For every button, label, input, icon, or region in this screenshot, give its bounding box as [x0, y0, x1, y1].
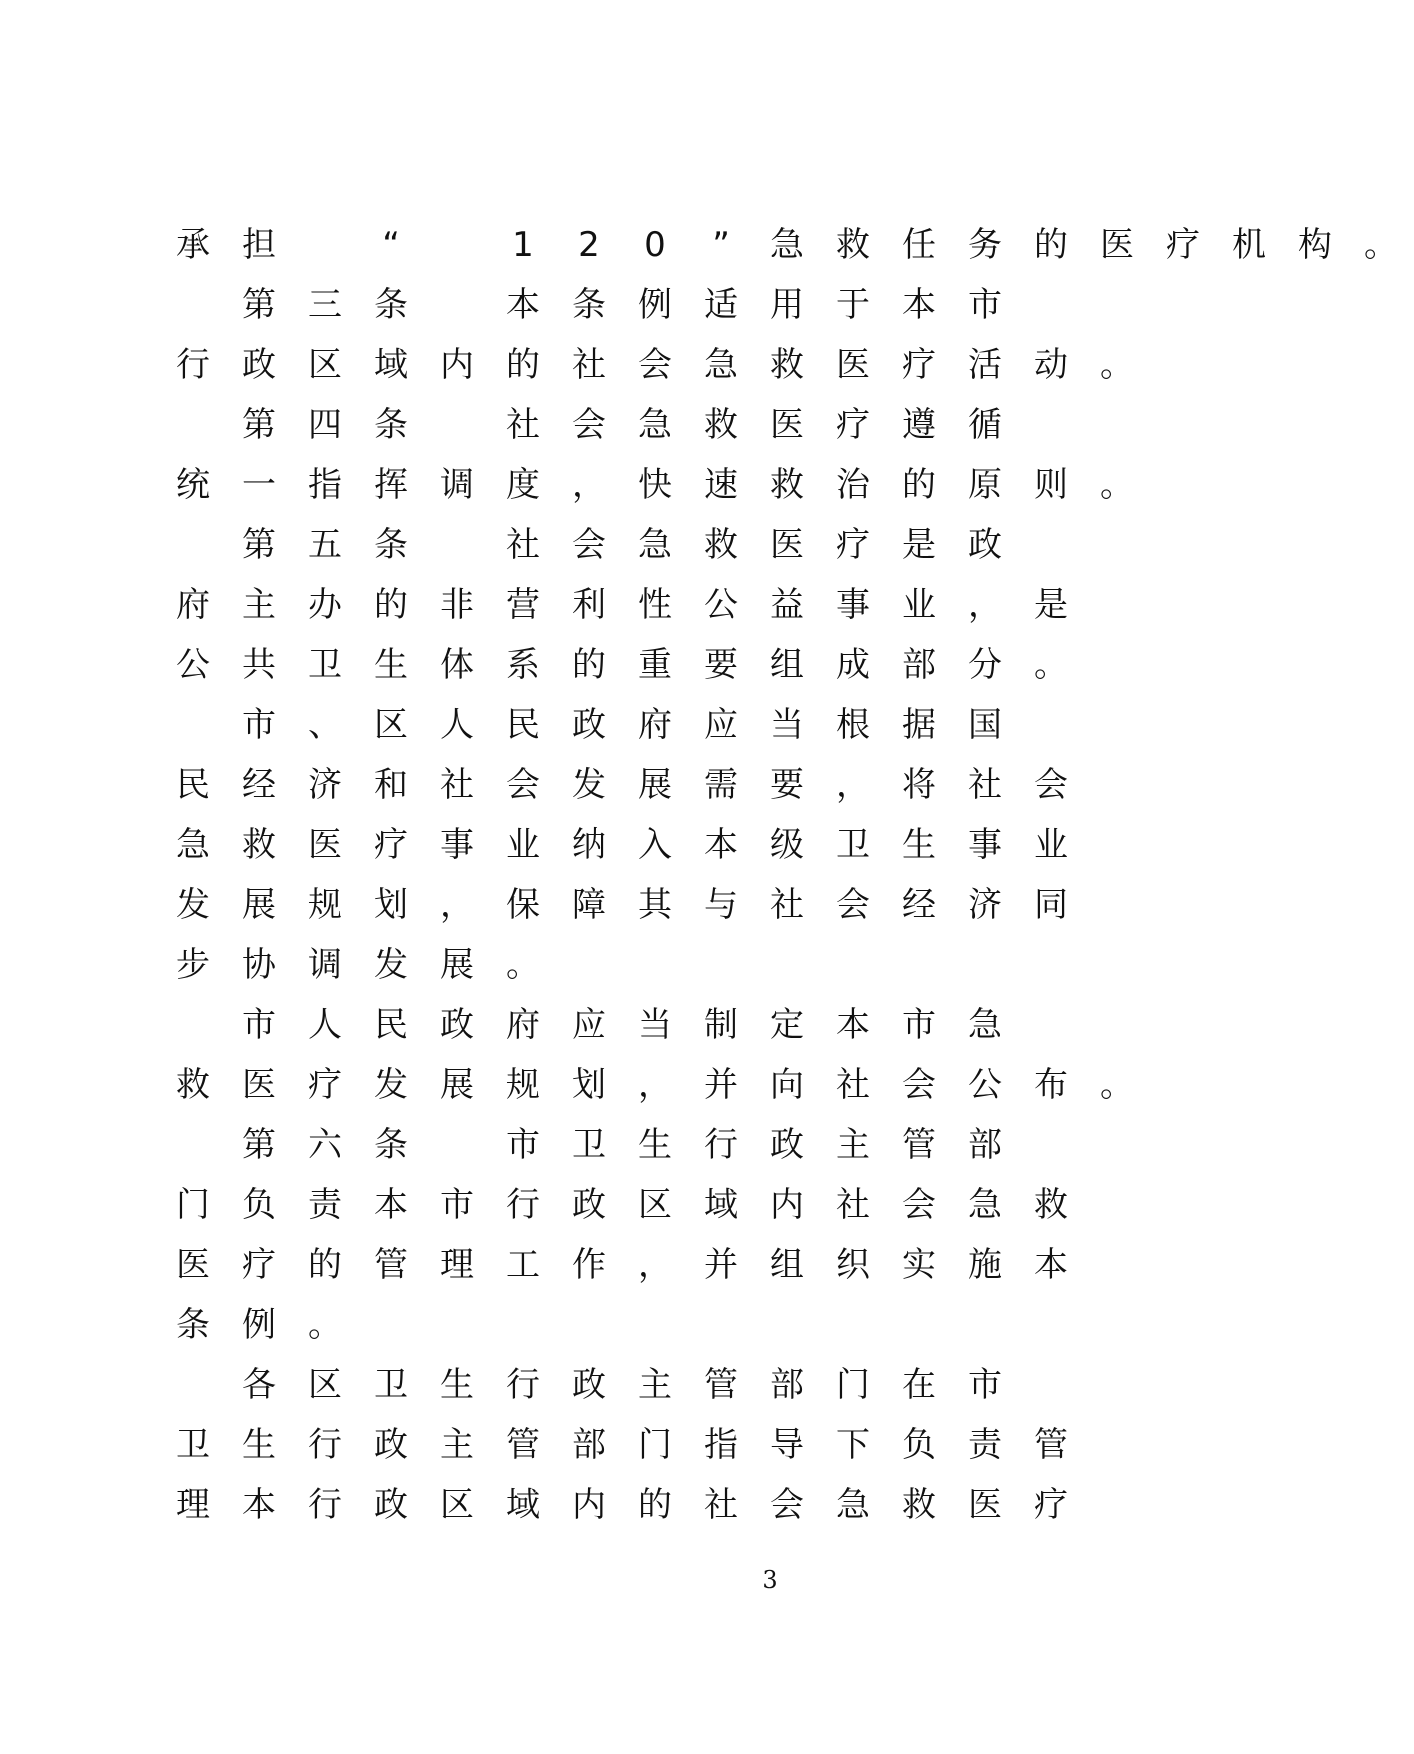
text-char: 门: [836, 1365, 870, 1405]
text-char: 政: [572, 1185, 606, 1225]
text-char: 政: [242, 345, 276, 385]
text-char: 分: [968, 645, 1002, 685]
text-char: 部: [902, 645, 936, 685]
text-char: 责: [968, 1425, 1002, 1465]
text-char: 民: [506, 705, 540, 745]
text-char: 理: [176, 1485, 210, 1525]
text-char: 在: [902, 1365, 936, 1405]
text-char: 一: [242, 465, 276, 505]
text-char: 主: [440, 1425, 474, 1465]
text-char: 卫: [308, 645, 342, 685]
text-char: 原: [968, 465, 1002, 505]
text-char: 管: [1034, 1425, 1068, 1465]
text-char: 根: [836, 705, 870, 745]
text-char: 医: [968, 1485, 1002, 1525]
text-char: 本: [242, 1485, 276, 1525]
text-char: 办: [308, 585, 342, 625]
text-char: 障: [572, 885, 606, 925]
text-char: 会: [506, 765, 540, 805]
text-char: 政: [440, 1005, 474, 1045]
text-char: 疗: [242, 1245, 276, 1285]
text-char: 疗: [308, 1065, 342, 1105]
text-char: 划: [374, 885, 408, 925]
text-char: 并: [704, 1245, 738, 1285]
text-char: 社: [836, 1065, 870, 1105]
text-char: 非: [440, 585, 474, 625]
text-char: 施: [968, 1245, 1002, 1285]
text-char: 成: [836, 645, 870, 685]
text-char: 级: [770, 825, 804, 865]
text-char: 。: [1034, 645, 1068, 685]
text-char: 市: [968, 285, 1002, 325]
text-char: 主: [836, 1125, 870, 1165]
text-char: 疗: [902, 345, 936, 385]
text-char: 疗: [374, 825, 408, 865]
text-char: 内: [440, 345, 474, 385]
text-char: 政: [572, 1365, 606, 1405]
text-char: 社: [506, 525, 540, 565]
text-char: 调: [308, 945, 342, 985]
text-char: 公: [176, 645, 210, 685]
text-char: 医: [836, 345, 870, 385]
text-char: 六: [308, 1125, 342, 1165]
text-char: 实: [902, 1245, 936, 1285]
text-char: 会: [770, 1485, 804, 1525]
text-char: “: [382, 225, 400, 265]
text-char: 本: [836, 1005, 870, 1045]
text-char: 度: [506, 465, 540, 505]
text-char: 纳: [572, 825, 606, 865]
text-char: 责: [308, 1185, 342, 1225]
text-char: 急: [638, 405, 672, 445]
text-char: 。: [308, 1305, 342, 1345]
text-char: 医: [308, 825, 342, 865]
text-char: 于: [836, 285, 870, 325]
text-char: 门: [638, 1425, 672, 1465]
text-char: 本: [374, 1185, 408, 1225]
text-char: 织: [836, 1245, 870, 1285]
text-char: 本: [1034, 1245, 1068, 1285]
text-char: 要: [770, 765, 804, 805]
text-char: 部: [968, 1125, 1002, 1165]
text-char: 展: [440, 945, 474, 985]
text-char: 行: [704, 1125, 738, 1165]
text-char: 第: [242, 525, 276, 565]
text-char: ，: [638, 1065, 672, 1105]
text-char: 业: [902, 585, 936, 625]
text-char: 生: [902, 825, 936, 865]
text-char: 卫: [836, 825, 870, 865]
text-char: 应: [704, 705, 738, 745]
text-char: 会: [902, 1185, 936, 1225]
text-char: ”: [712, 225, 730, 265]
text-char: 担: [242, 225, 276, 265]
text-char: 本: [902, 285, 936, 325]
text-char: 急: [176, 825, 210, 865]
text-char: 管: [902, 1125, 936, 1165]
text-char: 展: [440, 1065, 474, 1105]
text-char: 挥: [374, 465, 408, 505]
text-char: 用: [770, 285, 804, 325]
text-char: 重: [638, 645, 672, 685]
text-char: 四: [308, 405, 342, 445]
text-char: 卫: [572, 1125, 606, 1165]
text-char: 国: [968, 705, 1002, 745]
text-char: 本: [704, 825, 738, 865]
text-char: 的: [638, 1485, 672, 1525]
text-char: 事: [440, 825, 474, 865]
text-char: 行: [506, 1365, 540, 1405]
text-char: 管: [374, 1245, 408, 1285]
text-char: 疗: [836, 525, 870, 565]
text-char: 机: [1232, 225, 1266, 265]
text-char: 人: [440, 705, 474, 745]
text-char: 发: [176, 885, 210, 925]
text-char: 会: [902, 1065, 936, 1105]
text-char: 各: [242, 1365, 276, 1405]
text-char: 。: [1100, 465, 1134, 505]
text-char: 调: [440, 465, 474, 505]
text-char: 政: [374, 1485, 408, 1525]
text-char: 市: [242, 705, 276, 745]
text-char: 会: [572, 525, 606, 565]
text-char: 救: [704, 525, 738, 565]
text-char: 是: [902, 525, 936, 565]
text-char: 域: [374, 345, 408, 385]
text-char: 府: [176, 585, 210, 625]
text-char: 。: [1100, 345, 1134, 385]
text-char: 区: [308, 345, 342, 385]
text-char: 救: [704, 405, 738, 445]
text-char: 急: [968, 1005, 1002, 1045]
text-char: 业: [506, 825, 540, 865]
text-char: 救: [836, 225, 870, 265]
text-char: 理: [440, 1245, 474, 1285]
text-char: 。: [1364, 225, 1398, 265]
text-char: 社: [704, 1485, 738, 1525]
text-char: 济: [968, 885, 1002, 925]
text-char: 行: [506, 1185, 540, 1225]
text-char: 发: [374, 1065, 408, 1105]
text-char: 会: [1034, 765, 1068, 805]
text-char: 条: [374, 525, 408, 565]
text-char: 医: [770, 405, 804, 445]
text-char: 并: [704, 1065, 738, 1105]
text-char: 0: [644, 225, 666, 265]
text-char: 第: [242, 1125, 276, 1165]
text-char: 的: [308, 1245, 342, 1285]
text-char: 政: [572, 705, 606, 745]
text-char: 将: [902, 765, 936, 805]
text-char: 社: [440, 765, 474, 805]
text-char: 协: [242, 945, 276, 985]
text-char: 会: [638, 345, 672, 385]
text-char: 条: [374, 285, 408, 325]
text-char: 社: [770, 885, 804, 925]
text-char: 体: [440, 645, 474, 685]
text-char: 与: [704, 885, 738, 925]
text-char: 区: [638, 1185, 672, 1225]
text-char: 疗: [1166, 225, 1200, 265]
text-char: 系: [506, 645, 540, 685]
text-char: 急: [704, 345, 738, 385]
text-char: 的: [506, 345, 540, 385]
text-char: 第: [242, 285, 276, 325]
page-number: 3: [762, 1566, 778, 1594]
text-char: 务: [968, 225, 1002, 265]
text-char: 救: [902, 1485, 936, 1525]
text-char: 事: [836, 585, 870, 625]
text-char: 应: [572, 1005, 606, 1045]
text-char: 入: [638, 825, 672, 865]
text-char: 市: [506, 1125, 540, 1165]
text-char: 生: [638, 1125, 672, 1165]
text-char: 区: [308, 1365, 342, 1405]
text-char: 则: [1034, 465, 1068, 505]
text-char: 行: [176, 345, 210, 385]
text-char: 政: [968, 525, 1002, 565]
text-char: 救: [242, 825, 276, 865]
text-char: 医: [242, 1065, 276, 1105]
text-char: 。: [1100, 1065, 1134, 1105]
text-char: 当: [770, 705, 804, 745]
text-char: 统: [176, 465, 210, 505]
text-char: 济: [308, 765, 342, 805]
text-char: 的: [1034, 225, 1068, 265]
text-char: 医: [176, 1245, 210, 1285]
text-char: 组: [770, 1245, 804, 1285]
text-char: 部: [572, 1425, 606, 1465]
text-char: 急: [770, 225, 804, 265]
text-char: 制: [704, 1005, 738, 1045]
text-char: 人: [308, 1005, 342, 1045]
text-char: 、: [308, 705, 342, 745]
text-char: 市: [242, 1005, 276, 1045]
text-char: 发: [374, 945, 408, 985]
text-char: 府: [506, 1005, 540, 1045]
text-char: 社: [572, 345, 606, 385]
text-char: 五: [308, 525, 342, 565]
text-char: 承: [176, 225, 210, 265]
text-char: 救: [1034, 1185, 1068, 1225]
text-char: 卫: [176, 1425, 210, 1465]
text-char: ，: [836, 765, 870, 805]
text-char: 急: [836, 1485, 870, 1525]
text-char: 社: [968, 765, 1002, 805]
text-char: 利: [572, 585, 606, 625]
text-char: 指: [704, 1425, 738, 1465]
text-char: 据: [902, 705, 936, 745]
text-char: 。: [506, 945, 540, 985]
text-char: 2: [578, 225, 600, 265]
text-char: 动: [1034, 345, 1068, 385]
text-char: 行: [308, 1425, 342, 1465]
text-char: 当: [638, 1005, 672, 1045]
text-char: 任: [902, 225, 936, 265]
text-char: 会: [836, 885, 870, 925]
text-char: 民: [176, 765, 210, 805]
text-char: 规: [308, 885, 342, 925]
text-char: 事: [968, 825, 1002, 865]
text-char: 主: [638, 1365, 672, 1405]
text-char: 本: [506, 285, 540, 325]
text-char: 经: [242, 765, 276, 805]
text-char: 政: [374, 1425, 408, 1465]
text-char: 性: [638, 585, 672, 625]
text-char: 府: [638, 705, 672, 745]
text-char: 循: [968, 405, 1002, 445]
text-char: 同: [1034, 885, 1068, 925]
text-char: 其: [638, 885, 672, 925]
text-char: 域: [506, 1485, 540, 1525]
text-char: 条: [176, 1305, 210, 1345]
text-char: 遵: [902, 405, 936, 445]
text-char: 要: [704, 645, 738, 685]
text-char: 营: [506, 585, 540, 625]
text-char: 例: [638, 285, 672, 325]
text-char: 布: [1034, 1065, 1068, 1105]
text-char: 市: [440, 1185, 474, 1225]
text-char: 治: [836, 465, 870, 505]
text-char: 急: [638, 525, 672, 565]
text-char: 规: [506, 1065, 540, 1105]
text-char: 活: [968, 345, 1002, 385]
text-char: 生: [440, 1365, 474, 1405]
text-char: 业: [1034, 825, 1068, 865]
text-char: 步: [176, 945, 210, 985]
text-char: 域: [704, 1185, 738, 1225]
text-char: 社: [506, 405, 540, 445]
text-char: 管: [506, 1425, 540, 1465]
text-char: 疗: [836, 405, 870, 445]
text-char: 的: [902, 465, 936, 505]
text-char: 生: [242, 1425, 276, 1465]
text-char: 急: [968, 1185, 1002, 1225]
text-char: 管: [704, 1365, 738, 1405]
text-char: 作: [572, 1245, 606, 1285]
text-char: 负: [902, 1425, 936, 1465]
text-char: 医: [1100, 225, 1134, 265]
text-char: 经: [902, 885, 936, 925]
text-char: 主: [242, 585, 276, 625]
text-char: 部: [770, 1365, 804, 1405]
text-char: 民: [374, 1005, 408, 1045]
text-char: 内: [572, 1485, 606, 1525]
text-char: 内: [770, 1185, 804, 1225]
text-char: 发: [572, 765, 606, 805]
text-char: 定: [770, 1005, 804, 1045]
text-char: 向: [770, 1065, 804, 1105]
text-char: 益: [770, 585, 804, 625]
text-char: 快: [638, 465, 672, 505]
text-char: 的: [572, 645, 606, 685]
text-char: 展: [638, 765, 672, 805]
text-char: 负: [242, 1185, 276, 1225]
text-char: ，: [440, 885, 474, 925]
text-char: 会: [572, 405, 606, 445]
text-char: 下: [836, 1425, 870, 1465]
text-char: 医: [770, 525, 804, 565]
text-char: 指: [308, 465, 342, 505]
text-char: ，: [572, 465, 606, 505]
text-char: 疗: [1034, 1485, 1068, 1525]
text-char: 三: [308, 285, 342, 325]
text-char: 导: [770, 1425, 804, 1465]
text-char: 条: [374, 405, 408, 445]
text-char: 救: [176, 1065, 210, 1105]
text-char: 政: [770, 1125, 804, 1165]
text-char: 共: [242, 645, 276, 685]
text-char: 工: [506, 1245, 540, 1285]
text-char: 第: [242, 405, 276, 445]
text-char: 社: [836, 1185, 870, 1225]
text-char: 组: [770, 645, 804, 685]
text-char: 的: [374, 585, 408, 625]
text-char: 展: [242, 885, 276, 925]
text-char: 和: [374, 765, 408, 805]
text-char: 速: [704, 465, 738, 505]
text-char: 公: [968, 1065, 1002, 1105]
text-char: 生: [374, 645, 408, 685]
text-char: ，: [638, 1245, 672, 1285]
text-char: 需: [704, 765, 738, 805]
text-char: 构: [1298, 225, 1332, 265]
text-char: 是: [1034, 585, 1068, 625]
text-char: 市: [902, 1005, 936, 1045]
text-char: 救: [770, 465, 804, 505]
text-char: 1: [512, 225, 534, 265]
text-char: 保: [506, 885, 540, 925]
text-char: 救: [770, 345, 804, 385]
text-char: ，: [968, 585, 1002, 625]
text-char: 条: [374, 1125, 408, 1165]
text-char: 市: [968, 1365, 1002, 1405]
text-char: 行: [308, 1485, 342, 1525]
text-char: 划: [572, 1065, 606, 1105]
text-char: 卫: [374, 1365, 408, 1405]
text-char: 公: [704, 585, 738, 625]
text-char: 适: [704, 285, 738, 325]
text-char: 例: [242, 1305, 276, 1345]
text-char: 区: [374, 705, 408, 745]
text-char: 条: [572, 285, 606, 325]
text-char: 区: [440, 1485, 474, 1525]
text-char: 门: [176, 1185, 210, 1225]
